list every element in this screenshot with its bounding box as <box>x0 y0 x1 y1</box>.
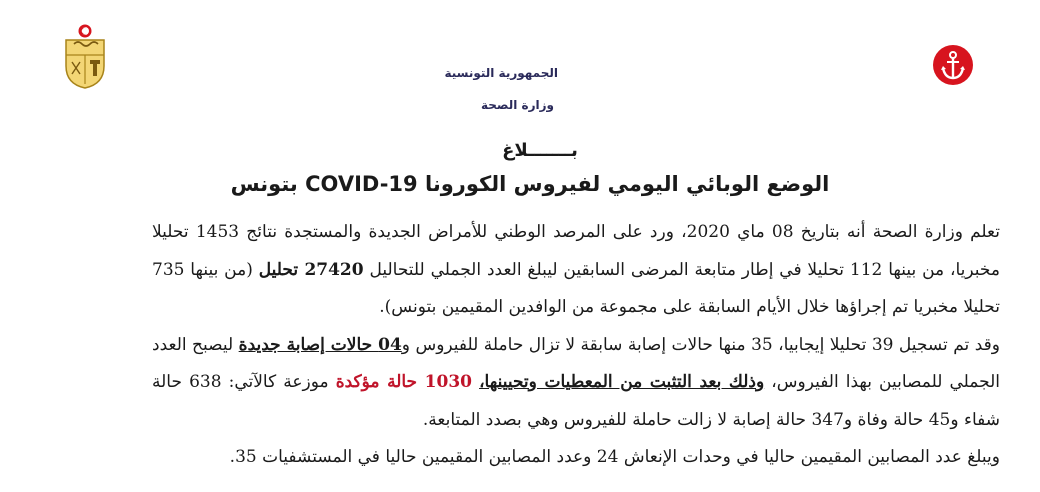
cases-text-3: موزعة كالآتي: 638 حالة شفاء و45 حالة وفاة و347 حالة إصابة لا زالت حاملة للفيروس وهي بصدد المتابعة. <box>152 372 1000 430</box>
spacer <box>472 372 479 392</box>
confirmed-cases: 1030 حالة مؤكدة <box>335 372 472 392</box>
cases-text-2: ليصبح العدد الجملي للمصابين بهذا الفيروس، <box>152 334 1000 392</box>
paragraph-cases <box>152 327 1000 440</box>
ministry-of-health-anchor-icon <box>932 44 974 86</box>
new-cases: 04 حالات إصابة جديدة <box>238 334 402 355</box>
tests-text-1: تعلم وزارة الصحة أنه بتاريخ 08 ماي 2020، ورد على المرصد الوطني للأمراض الجديدة والمستجدة نتائج 1453 تحليلا مخبريا، من بينها 112 تحليلا في إطار متابعة المرضى السابقين ليبلغ العدد الجملي للتحاليل <box>152 222 1000 280</box>
paragraph-hospitalized: ويبلغ عدد المصابين المقيمين حاليا في وحدات الإنعاش 24 وعدد المصابين المقيمين حاليا في المستشفيات 35. <box>229 447 1000 467</box>
republic-name: الجمهورية التونسية <box>444 66 558 80</box>
tunisia-coat-of-arms-icon <box>60 22 110 92</box>
paragraph-tests <box>152 214 1000 327</box>
announcement-title: بـــــــلاغ <box>502 140 578 161</box>
after-verification-note: وذلك بعد التثبت من المعطيات وتحيينها، <box>479 372 765 392</box>
cases-text-1: وقد تم تسجيل 39 تحليلا إيجابيا، 35 منها حالات إصابة سابقة لا تزال حاملة للفيروس و <box>401 334 1000 355</box>
ministry-name: وزارة الصحة <box>480 98 554 112</box>
press-release-body <box>152 214 1000 477</box>
tests-text-2: (من بينها 735 تحليلا مخبريا تم إجراؤها خلال الأيام السابقة على مجموعة من الوافدين المقيمين بتونس). <box>152 259 1000 317</box>
page-title: الوضع الوبائي اليومي لفيروس الكورونا COVID-19 بتونس <box>230 172 830 196</box>
total-tests: 27420 تحليل <box>258 259 364 280</box>
